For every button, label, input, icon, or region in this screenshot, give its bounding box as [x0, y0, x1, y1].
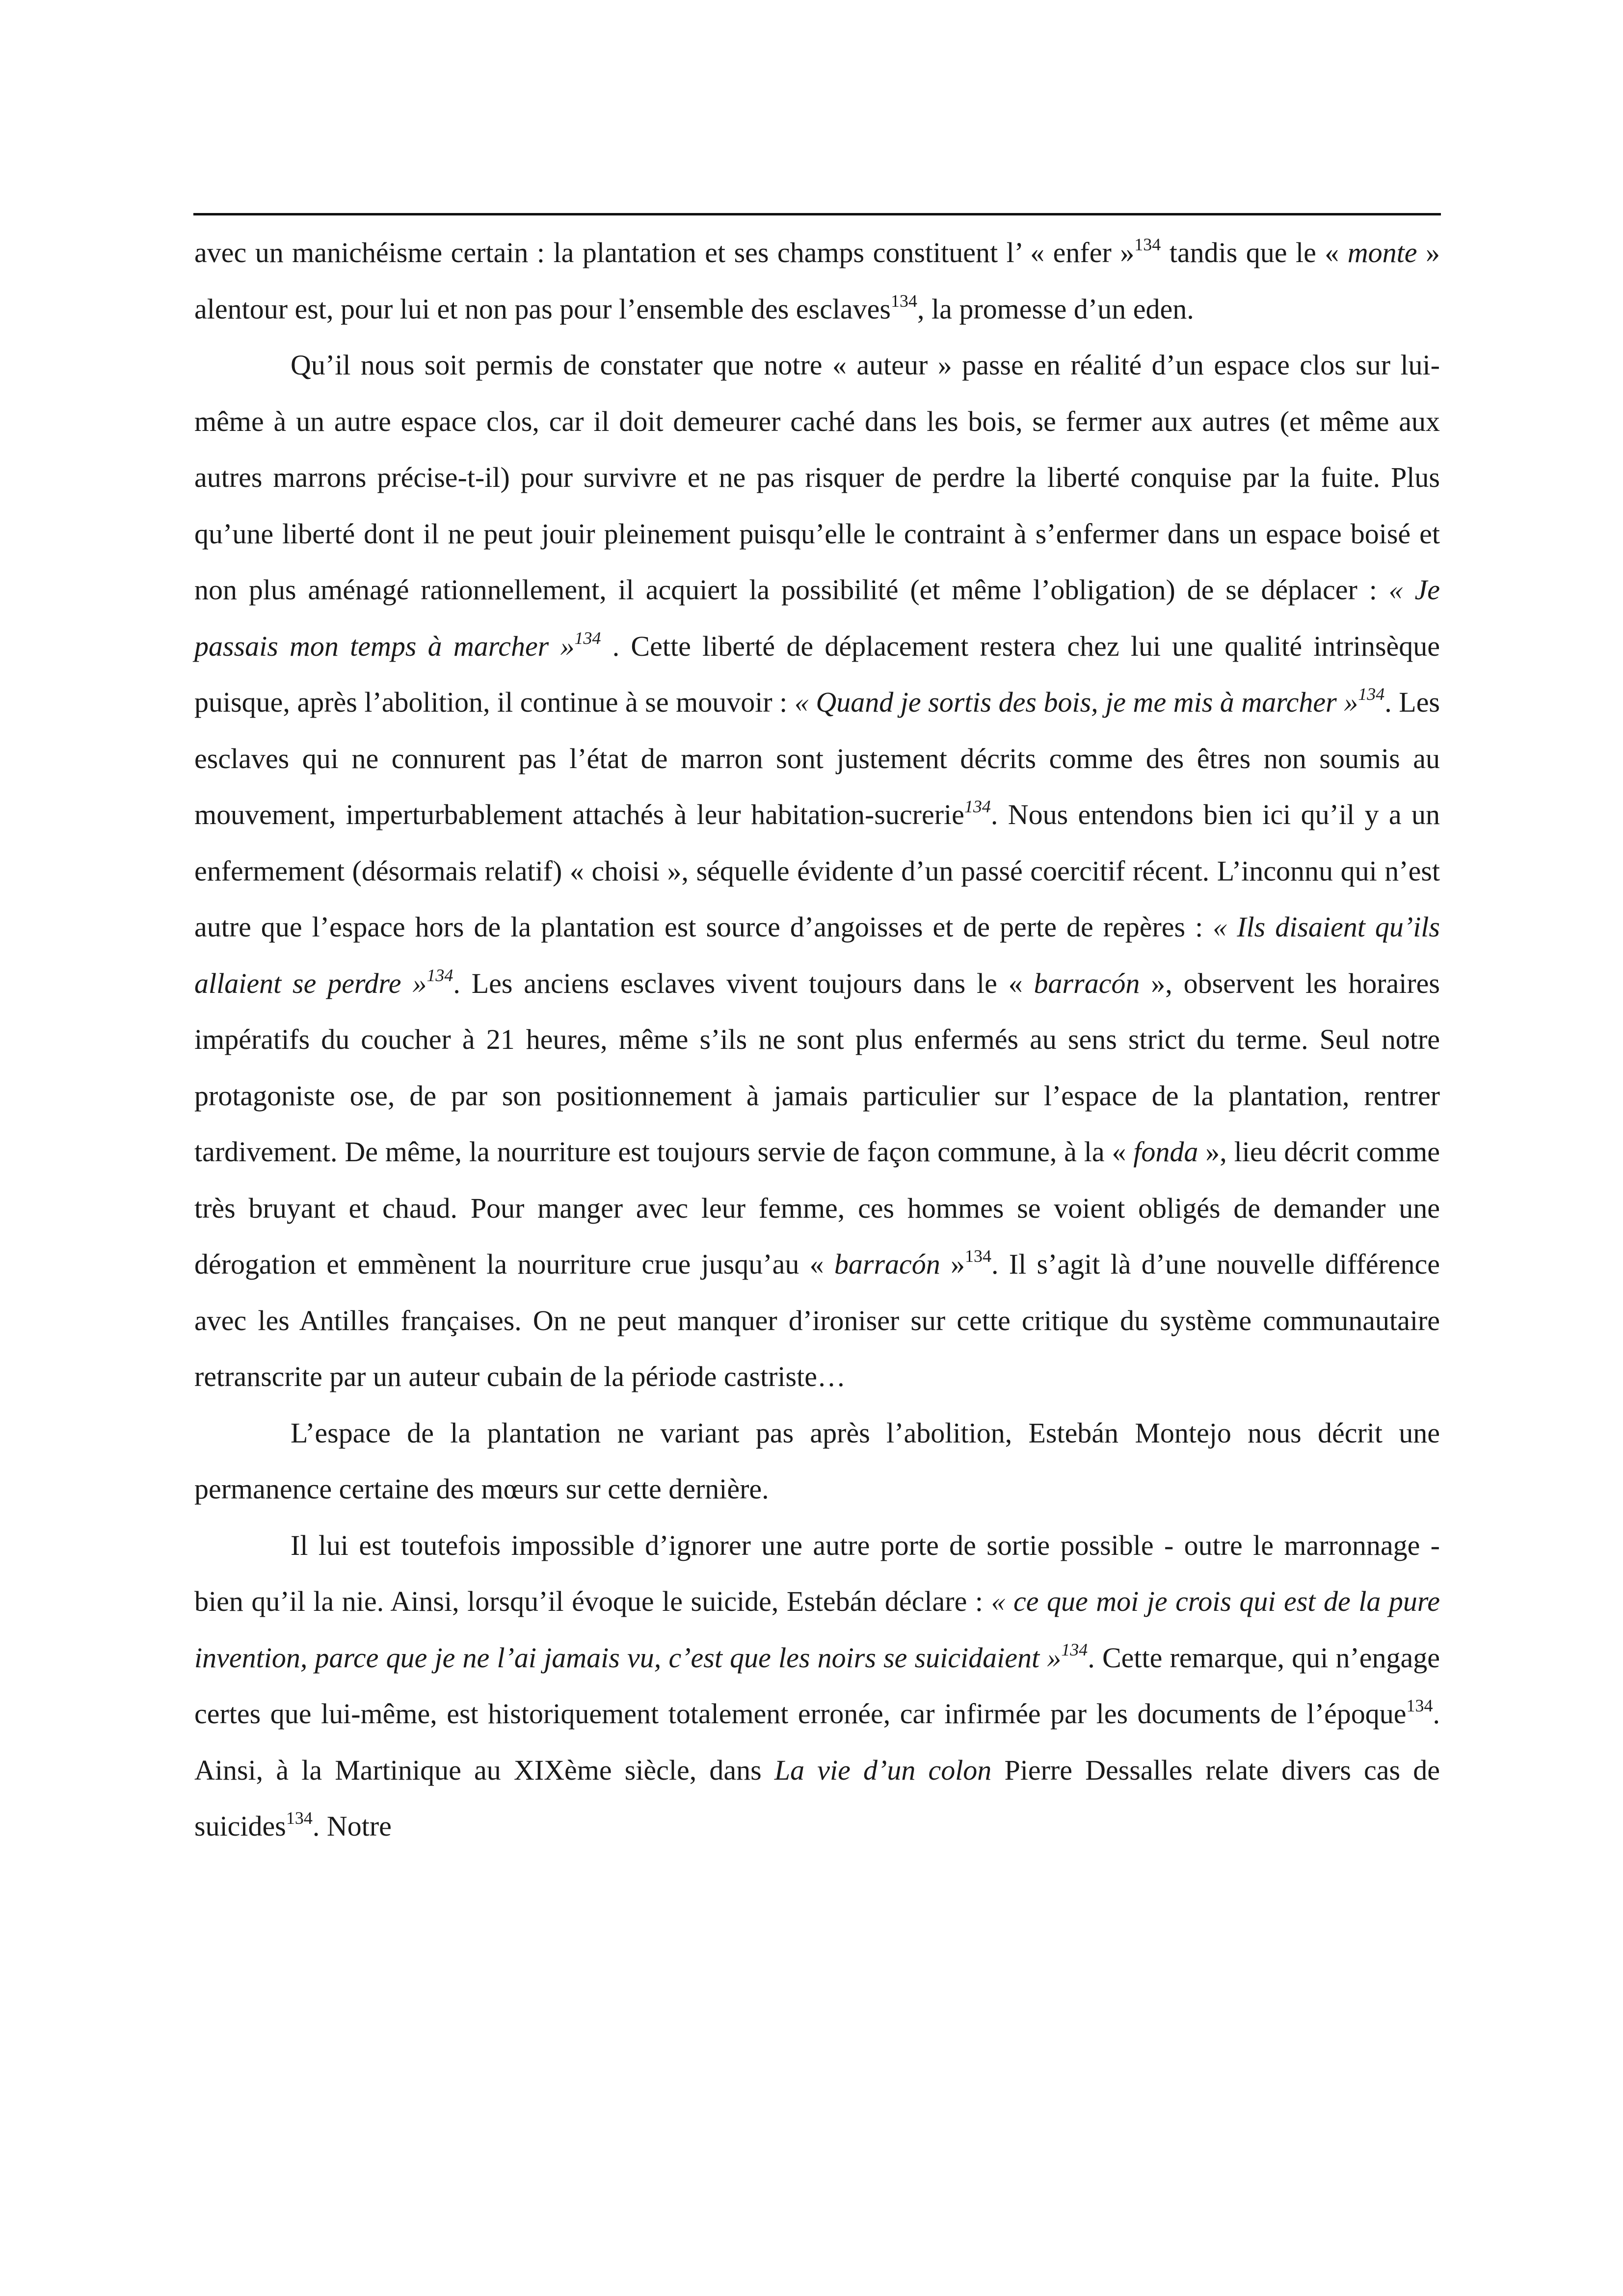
paragraph-3	[194, 1405, 1440, 1518]
footnote-marker: 134	[1134, 235, 1161, 254]
text-run: Il lui est toutefois impossible d’ignorer une autre porte de sortie possible - outre le marronnage - bien qu’il la nie. Ainsi, lorsqu’il évoque le suicide, Estebán déclare :	[194, 1529, 1440, 1617]
text-run: . Les esclaves qui ne connurent pas l’état de marron sont justement décrits comme des êtres non soumis au mouvement, imperturbablement attachés à leur habitation-sucrerie	[194, 686, 1440, 830]
paragraph-2	[194, 337, 1440, 1405]
text-run: Qu’il nous soit permis de constater que notre « auteur » passe en réalité d’un espace clos sur lui-même à un autre espace clos, car il doit demeurer caché dans les bois, se fermer aux autres (et même aux autres marrons précise-t-il) pour survivre et ne pas risquer de perdre la liberté conquise par la fuite. Plus qu’une liberté dont il ne peut jouir pleinement puisqu’elle le contraint à s’enfermer dans un espace boisé et non plus aménagé rationnellement, il acquiert la possibilité (et même l’obligation) de se déplacer :	[194, 349, 1440, 606]
text-run: . Les anciens esclaves vivent toujours dans le «	[453, 967, 1034, 999]
header-rule	[193, 213, 1441, 215]
text-run: », lieu décrit comme très bruyant et chaud. Pour manger avec leur femme, ces hommes se voient obligés de demander une dérogation et emmènent la nourriture crue jusqu’au «	[194, 1136, 1440, 1280]
paragraph-4	[194, 1518, 1440, 1855]
paragraph-1-continuation	[194, 225, 1440, 337]
italic-quote: fonda	[1133, 1136, 1198, 1168]
text-run: , la promesse d’un eden.	[917, 293, 1194, 325]
text-run: . Ainsi, à la Martinique au XIXème siècle, dans	[194, 1698, 1440, 1786]
text-run: . Notre	[312, 1810, 392, 1842]
italic-quote: « Ils disaient qu’ils allaient se perdre »	[194, 911, 1440, 999]
italic-quote: barracón	[834, 1248, 940, 1280]
text-run: L’espace de la plantation ne variant pas après l’abolition, Estebán Montejo nous décrit une permanence certaine des mœurs sur cette dernière.	[194, 1416, 1440, 1505]
italic-quote: barracón	[1034, 967, 1140, 999]
text-run: »	[940, 1248, 965, 1280]
footnote-marker: 134	[1406, 1696, 1433, 1715]
text-run: Pierre Dessalles relate divers cas de suicides	[194, 1754, 1440, 1842]
footnote-marker: 134	[891, 291, 917, 311]
footnote-marker: 134	[286, 1808, 313, 1828]
footnote-marker: 134	[574, 628, 601, 648]
footnote-marker: 134	[1358, 684, 1385, 704]
italic-quote: monte	[1347, 237, 1417, 268]
text-run: », observent les horaires impératifs du coucher à 21 heures, même s’ils ne sont plus enfermés au sens strict du terme. Seul notre protagoniste ose, de par son positionnement à jamais particulier sur l’espace de la plantation, rentrer tardivement. De même, la nourriture est toujours servie de façon commune, à la «	[194, 967, 1440, 1168]
text-run: avec un manichéisme certain : la plantation et ses champs constituent l’ « enfer »	[194, 237, 1135, 268]
italic-quote: « Quand je sortis des bois, je me mis à marcher »	[794, 686, 1358, 718]
text-run: . Cette remarque, qui n’engage certes que lui-même, est historiquement totalement erronée, car infirmée par les documents de l’époque	[194, 1641, 1440, 1730]
italic-quote: « ce que moi je crois qui est de la pure invention, parce que je ne l’ai jamais vu, c’est que les noirs se suicidaient »	[194, 1585, 1440, 1674]
footnote-marker: 134	[1061, 1639, 1088, 1659]
text-run: » alentour est, pour lui et non pas pour l’ensemble des esclaves	[194, 237, 1440, 325]
text-run: . Il s’agit là d’une nouvelle différence avec les Antilles françaises. On ne peut manquer d’ironiser sur cette critique du système communautaire retranscrite par un auteur cubain de la période castriste…	[194, 1248, 1440, 1392]
footnote-marker: 134	[426, 965, 453, 985]
text-run: tandis que le «	[1161, 237, 1348, 268]
text-run: . Cette liberté de déplacement restera chez lui une qualité intrinsèque puisque, après l’abolition, il continue à se mouvoir :	[194, 630, 1440, 718]
footnote-marker: 134	[964, 797, 991, 816]
italic-quote: « Je passais mon temps à marcher »	[194, 574, 1440, 662]
body-text	[194, 225, 1440, 1855]
text-run: . Nous entendons bien ici qu’il y a un enfermement (désormais relatif) « choisi », séquelle évidente d’un passé coercitif récent. L’inconnu qui n’est autre que l’espace hors de la plantation est source d’angoisses et de perte de repères :	[194, 799, 1440, 943]
italic-quote: La vie d’un colon	[774, 1754, 992, 1786]
footnote-marker: 134	[965, 1246, 992, 1266]
